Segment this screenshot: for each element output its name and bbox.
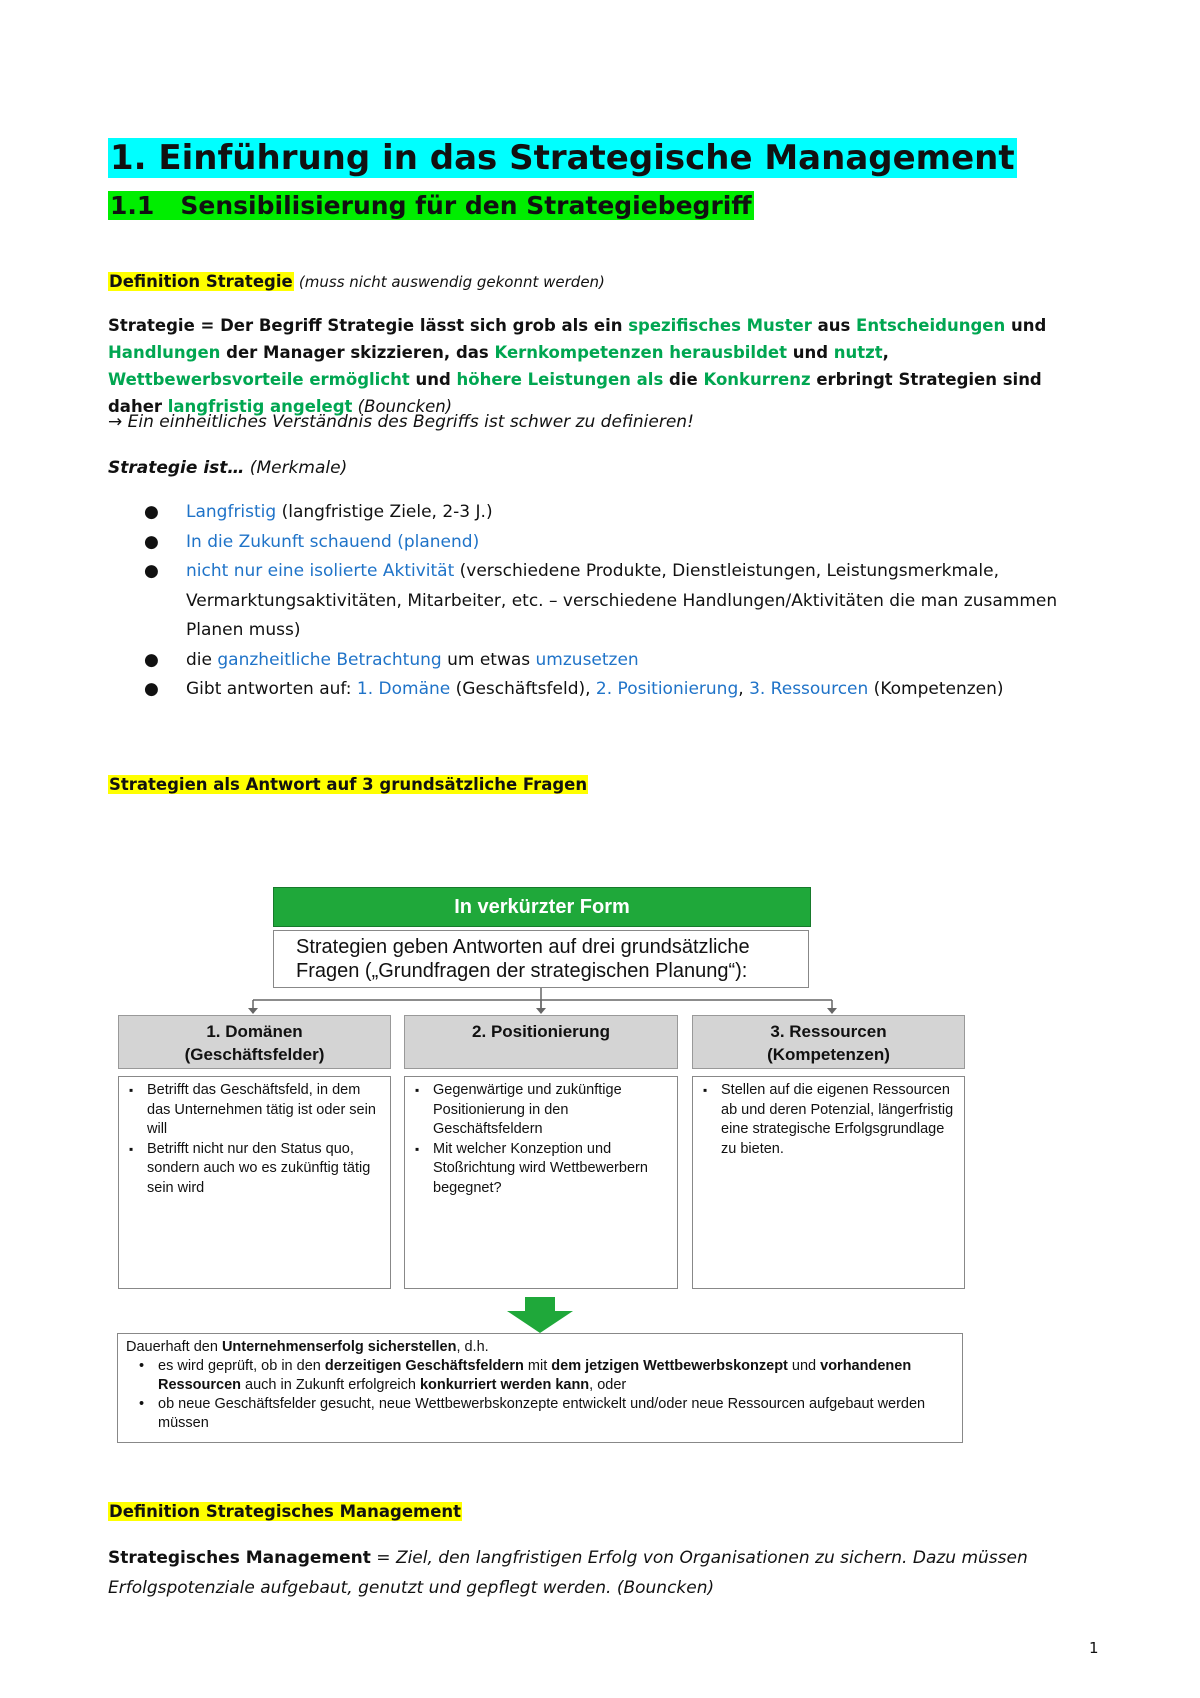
def-keyword: langfristig angelegt (167, 397, 353, 416)
bullet-text: die (186, 649, 218, 670)
conclusion-text: , oder (589, 1377, 627, 1393)
conclusion-bold: dem jetzigen Wettbewerbskonzept (551, 1358, 788, 1374)
column-header-line: 3. Ressourcen (770, 1022, 887, 1041)
column-header-line: 2. Positionierung (472, 1022, 610, 1041)
section-title: Sensibilisierung für den Strategiebegriff (180, 191, 752, 220)
column-body-ressourcen (692, 1076, 965, 1289)
bullet-icon: ● (144, 561, 159, 581)
definition-sm-term: Strategisches Management (108, 1548, 371, 1568)
conclusion-text: und (787, 1358, 821, 1374)
def-seg: der Manager skizzieren, das (220, 343, 495, 362)
bullet-text: um etwas (441, 649, 536, 670)
conclusion-item: • ob neue Geschäftsfelder gesucht, neue Wettbewerbskonzepte entwickelt und/oder neue Ressourcen aufgebaut werden müssen (126, 1395, 954, 1433)
bullet-highlight: Langfristig (186, 502, 277, 522)
column-header-positionierung (404, 1015, 678, 1069)
bullet-text: (Geschäftsfeld), (450, 679, 596, 699)
column-item: ▪ Mit welcher Konzeption und Stoßrichtung wird Wettbewerbern begegnet? (411, 1140, 671, 1199)
column-header-line: 1. Domänen (206, 1022, 303, 1041)
figure-subtitle-line: Fragen („Grundfragen der strategischen Planung“): (296, 960, 748, 982)
column-item: ▪ Betrifft nicht nur den Status quo, sondern auch wo es zukünftig tätig sein wird (125, 1140, 384, 1199)
strategien-label: Strategien als Antwort auf 3 grundsätzliche Fragen (109, 775, 588, 794)
conclusion-text: es wird geprüft, ob in den (158, 1358, 325, 1374)
def-keyword: spezifisches Muster (628, 316, 812, 335)
figure-title: In verkürzter Form (273, 887, 811, 927)
def-keyword: nutzt (833, 343, 883, 362)
bullet-icon: ● (144, 649, 159, 670)
def-seg: und (786, 343, 834, 362)
def-seg: aus (811, 316, 857, 335)
bullet-icon: ● (144, 531, 159, 552)
definition-note: (muss nicht auswendig gekonnt werden) (298, 273, 605, 291)
bullet-highlight: ganzheitliche Betrachtung (217, 649, 442, 670)
definition-sm-text (108, 1543, 1078, 1603)
section-number: 1.1 (110, 191, 155, 220)
column-header-line: (Kompetenzen) (767, 1045, 890, 1064)
conclusion-bold: vorhandenen Ressourcen (158, 1358, 912, 1393)
bullet-highlight: 3. Ressourcen (749, 679, 869, 699)
down-arrow-icon (507, 1297, 573, 1333)
def-keyword: höhere Leistungen als (456, 370, 664, 389)
bullet-text: (langfristige Ziele, 2-3 J.) (276, 502, 493, 522)
conclusion-text: auch in Zukunft erfolgreich (241, 1377, 420, 1393)
column-body-domaenen (118, 1076, 391, 1289)
conclusion-text: mit (523, 1358, 552, 1374)
merkmale-label: Strategie ist… (108, 458, 245, 478)
def-seg: Strategie = Der Begriff Strategie lässt sich grob als ein (108, 316, 629, 335)
def-seg: und (409, 370, 457, 389)
bullet-highlight: umzusetzen (535, 649, 639, 670)
def-seg: und (1005, 316, 1047, 335)
page-number: 1 (1089, 1639, 1099, 1657)
def-seg: die (663, 370, 704, 389)
figure-subtitle-line: Strategien geben Antworten auf drei grundsätzliche (296, 936, 750, 958)
def-keyword: Handlungen (108, 343, 221, 362)
figure-conclusion (117, 1333, 963, 1443)
conclusion-text: Dauerhaft den (126, 1339, 222, 1355)
bullet-highlight: 1. Domäne (356, 679, 451, 699)
bullet-text: Gibt antworten auf: (186, 679, 357, 699)
def-seg: , (882, 343, 889, 362)
def-keyword: Konkurrenz (703, 370, 811, 389)
column-body-positionierung (404, 1076, 678, 1289)
bullet-text: , (738, 679, 750, 699)
conclusion-bold: derzeitigen Geschäftsfeldern (324, 1358, 524, 1374)
def-keyword: Wettbewerbsvorteile ermöglicht (108, 370, 410, 389)
def-keyword: Entscheidungen (856, 316, 1006, 335)
bullet-icon: ● (144, 502, 159, 522)
column-header-domaenen (118, 1015, 391, 1069)
merkmale-note: (Merkmale) (244, 458, 348, 478)
bullet-text: (verschiedene Produkte, Dienstleistungen, Leistungsmerkmale, Vermarktungsaktivitäten, Mitarbeiter, etc. – verschiedene Handlungen/Aktivitäten die man zusammen Planen muss) (186, 561, 1058, 640)
definition-sm-body: = Ziel, den langfristigen Erfolg von Organisationen zu sichern. Dazu müssen Erfolgspotenziale aufgebaut, genutzt und gepflegt werden. (Bouncken) (108, 1548, 1028, 1598)
definition-sm-heading (108, 1500, 462, 1524)
page-title-text: 1. Einführung in das Strategische Management (110, 138, 1015, 178)
bullet-highlight: nicht nur eine isolierte Aktivität (186, 561, 455, 581)
conclusion-bold: konkurriert werden kann (419, 1377, 590, 1393)
bullet-highlight: 2. Positionierung (595, 679, 739, 699)
right-arrow-icon: → (108, 412, 123, 432)
column-header-line: (Geschäftsfelder) (184, 1045, 325, 1064)
column-header-ressourcen (692, 1015, 965, 1069)
column-item: ▪ Gegenwärtige und zukünftige Positionierung in den Geschäftsfeldern (411, 1081, 671, 1140)
column-item: ▪ Stellen auf die eigenen Ressourcen ab und deren Potenzial, längerfristig eine strategische Erfolgsgrundlage zu bieten. (699, 1081, 958, 1159)
definition-sm-label: Definition Strategisches Management (109, 1502, 462, 1521)
conclusion-item (126, 1357, 954, 1395)
arrow-note-text: Ein einheitliches Verständnis des Begriffs ist schwer zu definieren! (127, 412, 694, 432)
conclusion-text: , d.h. (456, 1339, 489, 1355)
column-item: ▪ Betrifft das Geschäftsfeld, in dem das Unternehmen tätig ist oder sein will (125, 1081, 384, 1140)
definition-label: Definition Strategie (109, 272, 293, 291)
bullet-highlight: In die Zukunft schauend (planend) (186, 531, 480, 552)
bullet-icon: ● (144, 679, 159, 699)
conclusion-bold: Unternehmenserfolg sicherstellen (221, 1339, 457, 1355)
conclusion-intro (126, 1338, 954, 1357)
def-source: (Bouncken) (352, 397, 453, 416)
def-seg: erbringt Strategien sind daher (108, 370, 1042, 416)
def-keyword: Kernkompetenzen herausbildet (494, 343, 787, 362)
bullet-text: (Kompetenzen) (868, 679, 1004, 699)
